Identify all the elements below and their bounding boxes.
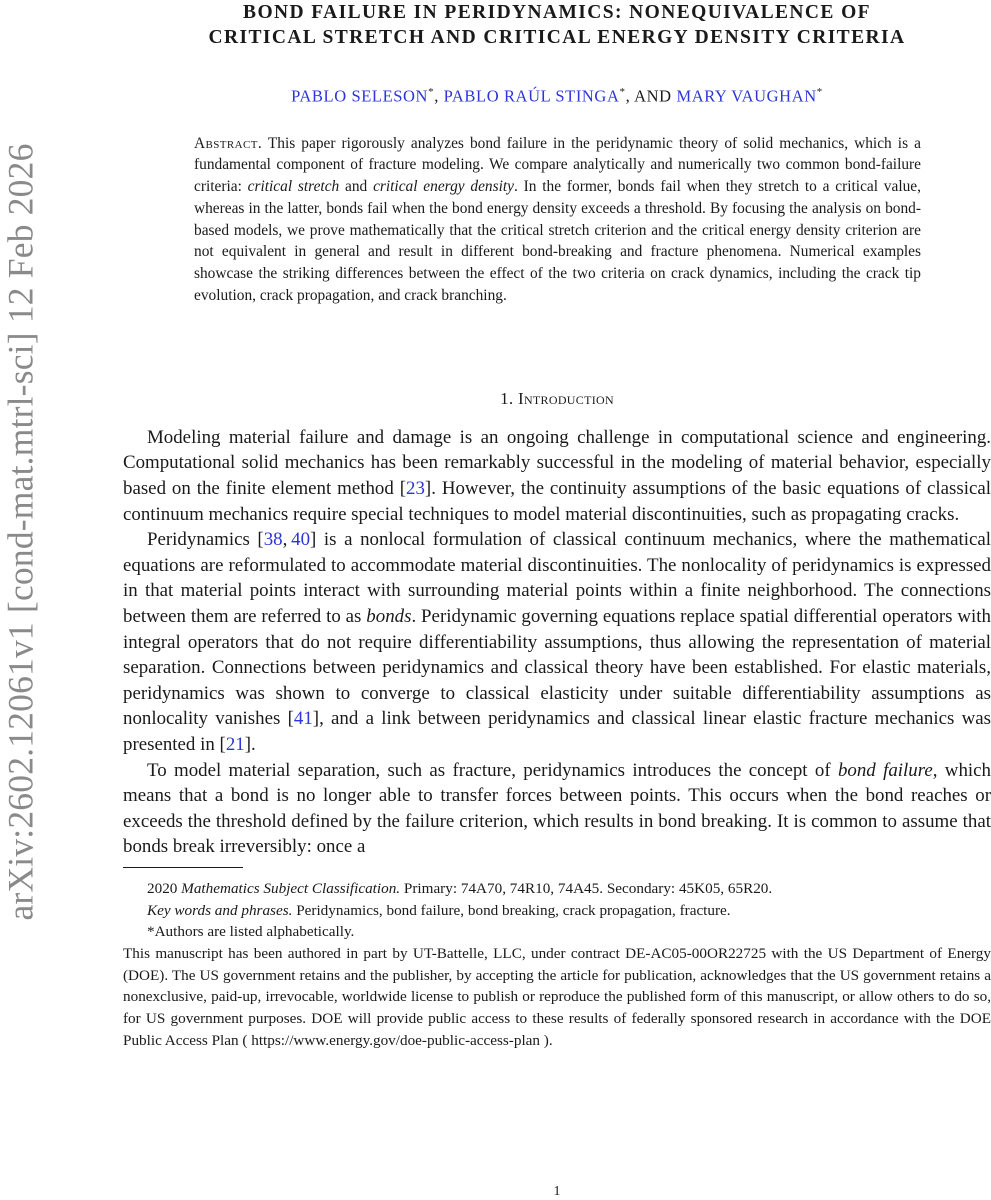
author-mark: * (619, 86, 626, 98)
paragraph-text: , and a link between peridynamics and classical linear elastic fracture mechanics was presented in (123, 708, 991, 755)
author-link-stinga[interactable]: PABLO RAÚL STINGA (443, 86, 620, 106)
keywords-label: Key words and phrases. (147, 901, 293, 919)
keywords-text: Peridynamics, bond failure, bond breaking, crack propagation, fracture. (296, 901, 731, 919)
abstract-term-critical-energy-density: critical energy density (373, 178, 515, 196)
arxiv-identifier-stamp (2, 92, 40, 972)
abstract-text: . In the former, bonds fail when they stretch to a critical value, whereas in the latter, bonds fail when the bond energy density exceeds a threshold. By focusing the analysis on bond-based models, we prove mathematically that the critical stretch criterion and the critical energy density criterion are not equivalent in general and result in different bond-breaking and fracture phenomena. Numerical examples showcase the striking differences between the effect of the two criteria on crack dynamics, including the crack tip evolution, crack propagation, and crack branching. (194, 178, 921, 305)
paper-page (123, 0, 991, 1199)
paragraph-text: Peridynamics (147, 529, 250, 551)
paragraph-text: . However, the continuity assumptions of the basic equations of classical continuum mechanics require special techniques to model material discontinuities, such as propagating cracks. (123, 478, 991, 525)
section-heading-introduction (123, 389, 991, 409)
footnote-msc (123, 878, 991, 900)
author-link-vaughan[interactable]: MARY VAUGHAN (676, 86, 817, 106)
paragraph-text: . (251, 734, 256, 755)
msc-label: Mathematics Subject Classification. (181, 879, 401, 897)
paragraph-text: . Peridynamic governing equations replace spatial differential operators with integral operators that do not require differentiability assumptions, thus allowing the representation of material separation. Connections between peridynamics and classical theory have been established. For elastic materials, peridynamics was shown to converge to classical elasticity under suitable differentiability assumptions as nonlocality vanishes (123, 606, 991, 730)
citation-link-21[interactable]: 21 (225, 734, 245, 755)
paragraph-text: is a nonlocal formulation of classical continuum mechanics, where the mathematical equations are reformulated to accommodate material discontinuities. The nonlocality of peridynamics is expressed in that material points interact with surrounding material points within a finite neighborhood. The connections between them are referred to as (123, 529, 991, 628)
msc-codes: Primary: 74A70, 74R10, 74A45. Secondary: 45K05, 65R20. (403, 879, 773, 897)
author-conjunction: AND (634, 86, 672, 106)
arxiv-identifier-text: arXiv:2602.12061v1 [cond-mat.mtrl-sci] 12 Feb 2026 (1, 143, 42, 921)
author-mark: * (428, 86, 435, 98)
abstract-text: and (345, 178, 368, 196)
section-number: 1. (500, 388, 514, 408)
emphasis-bonds: bonds (366, 606, 412, 628)
paragraph-text: Modeling material failure and damage is an ongoing challenge in computational science and engineering. Computational solid mechanics has been remarkably successful in the modeling of material behavior, especially based on the finite element method (123, 426, 991, 500)
paragraph-1: Modeling material failure and damage is an ongoing challenge in computational science and engineering. Computational solid mechanics has been remarkably successful in the modeling of material behavior, especially based on the finite element method [23]. However, the continuity assumptions of the basic equations of classical continuum mechanics require special techniques to model material discontinuities, such as propagating cracks. (123, 426, 991, 525)
paper-title-line-2: CRITICAL STRETCH AND CRITICAL ENERGY DENSITY CRITERIA (208, 27, 906, 48)
paper-title (123, 0, 991, 50)
abstract-text: This paper rigorously analyzes bond failure in the peridynamic theory of solid mechanics, which is a fundamental component of fracture modeling. We compare analytically and numerically two common bond-failure criteria: (194, 134, 921, 196)
author-list: PABLO SELESON*, PABLO RAÚL STINGA*, AND MARY VAUGHAN* (291, 86, 823, 106)
abstract (194, 133, 921, 307)
paragraph-2: Peridynamics [38, 40] is a nonlocal formulation of classical continuum mechanics, where the mathematical equations are reformulated to accommodate material discontinuities. The nonlocality of peridynamics is expressed in that material points interact with surrounding material points within a finite neighborhood. The connections between them are referred to as bonds. Peridynamic governing equations replace spatial differential operators with integral operators that do not require differentiability assumptions, thus allowing the representation of material separation. Connections between peridynamics and classical theory have been established. For elastic materials, peridynamics was shown to converge to classical elasticity under suitable differentiability assumptions as nonlocality vanishes [41], and a link between peridynamics and classical linear elastic fracture mechanics was presented in [21]. (123, 529, 991, 755)
page-number: 1 (553, 1184, 561, 1199)
author-link-seleson[interactable]: PABLO SELESON (291, 86, 429, 106)
paper-title-line-1: BOND FAILURE IN PERIDYNAMICS: NONEQUIVALENCE OF (243, 2, 871, 23)
introduction-body (123, 425, 991, 860)
footnote-keywords (123, 900, 991, 922)
paragraph-text: To model material separation, such as fracture, peridynamics introduces the concept of (147, 759, 831, 781)
footnote-alphabetical: *Authors are listed alphabetically. (147, 923, 355, 941)
section-title: Introduction (518, 388, 614, 408)
footnote-doe-notice: This manuscript has been authored in part by UT-Battelle, LLC, under contract DE-AC05-00OR22725 with the US Department of Energy (DOE). The US government retains and the publisher, by accepting the article for publication, acknowledges that the US government retains a nonexclusive, paid-up, irrevocable, worldwide license to publish or reproduce the published form of this manuscript, or allow others to do so, for US government purposes. DOE will provide public access to these results of federally sponsored research in accordance with the DOE Public Access Plan ( https://www.energy.gov/doe-public-access-plan ). (123, 945, 991, 1049)
citation-link-38[interactable]: 38 (263, 529, 283, 551)
citation-link-40[interactable]: 40 (291, 529, 311, 551)
abstract-term-critical-stretch: critical stretch (247, 178, 340, 196)
paragraph-text: , which means that a bond is no longer able to transfer forces between points. This occurs when the bond reaches or exceeds the threshold defined by the failure criterion, which results in bond breaking. It is common to assume that bonds break irreversibly: once a (123, 759, 991, 858)
citation-link-41[interactable]: 41 (293, 708, 313, 730)
footnotes (123, 878, 991, 1052)
msc-year: 2020 (147, 879, 178, 897)
paragraph-3 (123, 758, 991, 860)
abstract-heading: Abstract. (194, 134, 263, 152)
emphasis-bond-failure: bond failure (837, 759, 933, 781)
author-mark: * (816, 86, 823, 98)
citation-link-23[interactable]: 23 (406, 478, 425, 500)
footnote-divider (123, 867, 243, 868)
